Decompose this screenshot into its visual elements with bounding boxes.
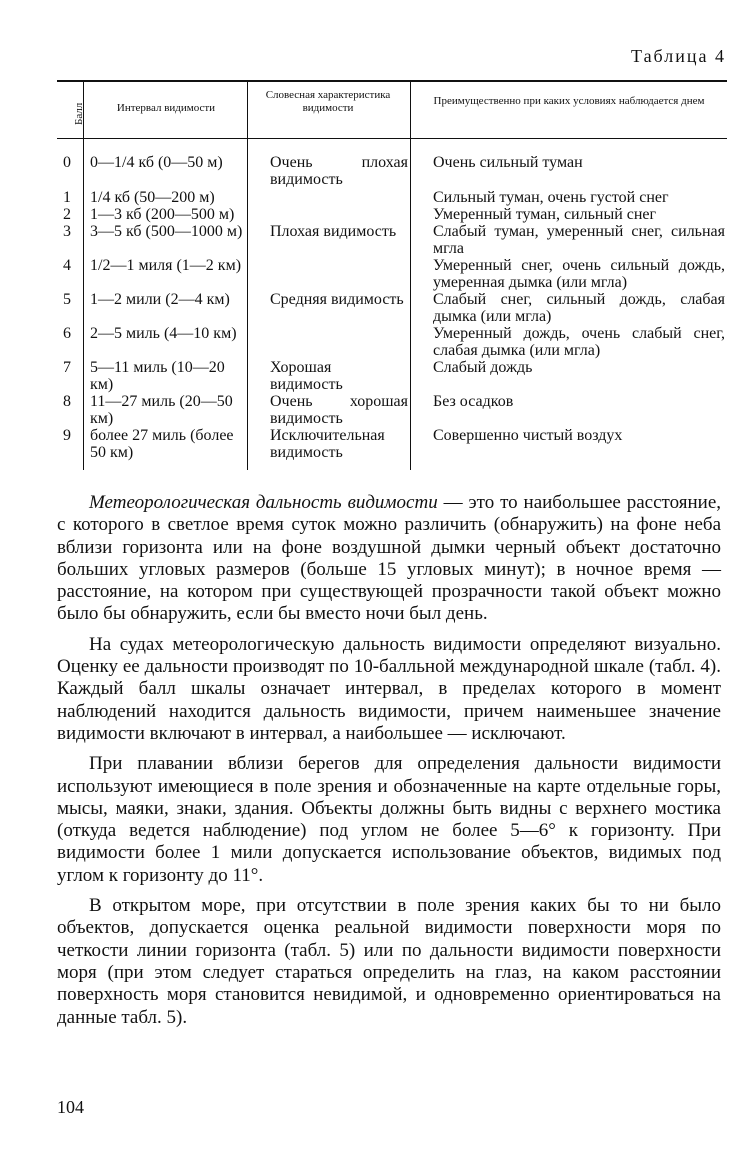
table-top-rule: [57, 80, 727, 82]
column-divider: [83, 80, 84, 470]
header-verbal: Словесная характеристика видимости: [265, 89, 391, 114]
page-number: 104: [57, 1097, 84, 1117]
column-divider: [410, 80, 411, 470]
header-interval: Интервал видимости: [116, 102, 216, 114]
paragraph: В открытом море, при отсутствии в поле зрения каких бы то ни было объектов, допускается оценка реальной видимости поверхности моря по четкости линии горизонта (табл. 5) или по дальности видимости поверхности моря (при этом следует стараться определить на глаз, на каком расстоянии поверхность моря становится невидимой, и одновременно ориентироваться на данные табл. 5).: [57, 895, 721, 1028]
header-conditions: Преимущественно при каких условиях наблюдается днем: [433, 95, 705, 107]
paragraph: При плавании вблизи берегов для определения дальности видимости используют имеющиеся в поле зрения и обозначенные на карте отдельные горы, мысы, маяки, знаки, здания. Объекты должны быть видны с верхнего мостика (откуда ведется наблюдение) под углом не более 5—6° к горизонту. При видимости более 1 мили допускается использование объектов, видимых под углом к горизонту до 11°.: [57, 753, 721, 886]
defined-term: Метеорологическая дальность видимости: [89, 492, 438, 513]
body-text: [57, 492, 721, 1037]
paragraph-definition: Метеорологическая дальность видимости — это то наибольшее расстояние, с которого в светлое время суток можно различить (обнаружить) на фоне неба вблизи горизонта или на фоне воздушной дымки черный объект достаточно больших угловых размеров (больше 15 угловых минут); в ночное время — расстояние, на котором при существующей прозрачности такой объект можно было бы обнаружить, если бы вместо ночи был день.: [57, 492, 721, 625]
table-header-rule: [57, 138, 727, 139]
table-caption: Таблица 4: [631, 46, 726, 66]
header-ball: Балл: [73, 102, 85, 125]
paragraph: На судах метеорологическую дальность видимости определяют визуально. Оценку ее дальности производят по 10-балльной международной шкале (табл. 4). Каждый балл шкалы означает интервал, в пределах которого в момент наблюдений находится дальность видимости, причем наименьшее значение видимости включают в интервал, а наибольшее — исключают.: [57, 633, 721, 744]
